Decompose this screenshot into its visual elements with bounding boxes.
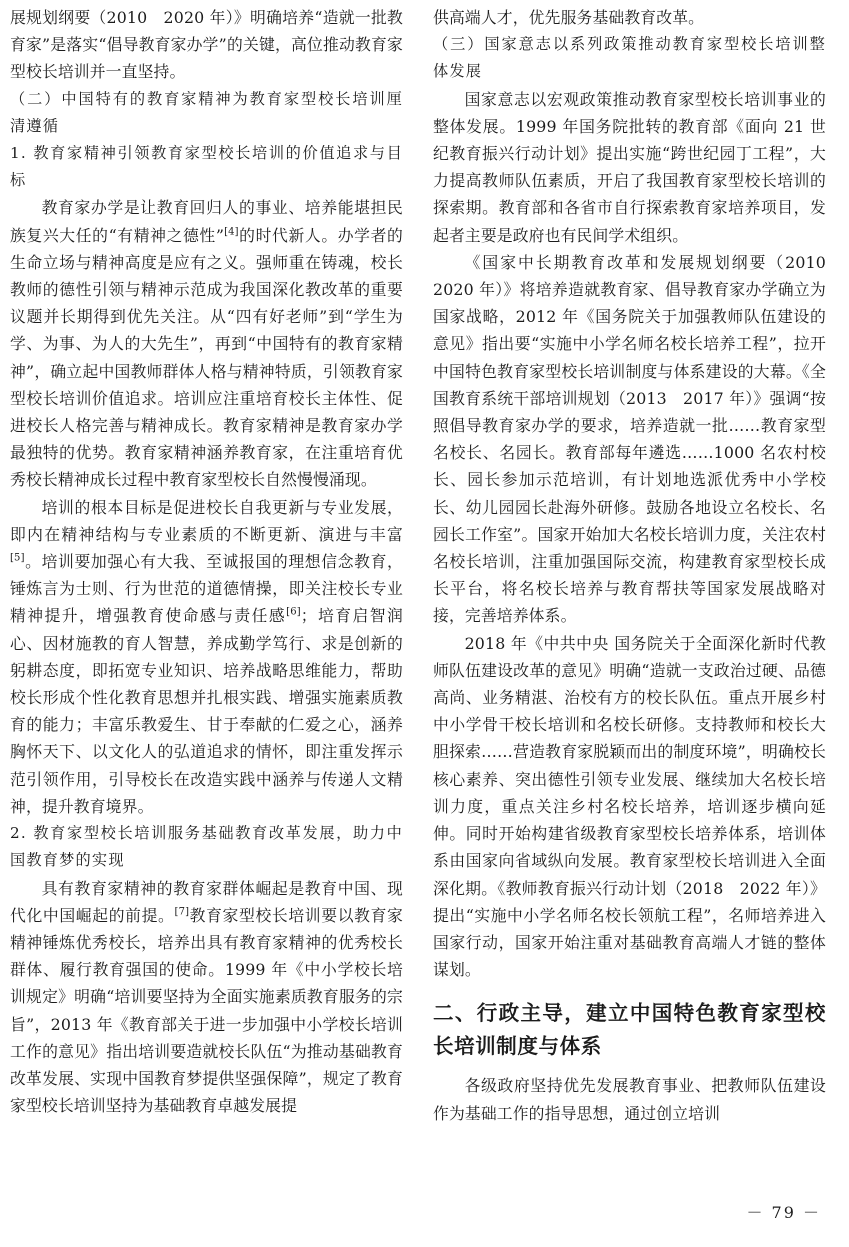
- subsection-heading: 1. 教育家精神引领教育家型校长培训的价值追求与目标: [10, 144, 403, 190]
- paragraph: 《国家中长期教育改革和发展规划纲要（2010 2020 年）》将培养造就教育家、倡导教育家办学确立为国家战略，2012 年《国务院关于加强教师队伍建设的意见》指出要“实施中小学名师名校长培养工程”，拉开中国特色教育家型校长培训制度与体系建设的大幕。《全国教育系统干部培训规划（2013 2017 年）》强调“按照倡导教育家办学的要求，培养造就一批……教育家型名校长、名园长。教育部每年遴选……1000 名农村校长、园长参加示范培训，有计划地选派优秀中小学校长、幼儿园园长赴海外研修。鼓励各地设立名校长、名园长工作室”。国家开始加大名校长培训力度，关注农村名校长培训，注重加强国际交流，构建教育家型校长成长平台，将名校长培养与教育帮扶等国家发展战略对接，完善培养体系。: [433, 252, 842, 626]
- paragraph: 供高端人才，优先服务基础教育改革。: [433, 8, 705, 27]
- paragraph: 具有教育家精神的教育家群体崛起是教育中国、现代化中国崛起的前提。[7]教育家型校长培训要以教育家精神锤炼优秀校长，培养出具有教育家精神的优秀校长群体、履行教育强国的使命。1999 年《中小学校长培训规定》明确“培训要坚持为全面实施素质教育服务的宗旨”，2013 年《教育部关于进一步加强中小学校长培训工作的意见》指出培训要造就校长队伍“为推动基础教育改革发展、实现中国教育梦提供坚强保障”，规定了教育家型校长培训坚持为基础教育卓越发展提: [10, 878, 403, 1116]
- right-column: [433, 4, 842, 1127]
- citation: [5]: [10, 552, 25, 564]
- subsection-heading: 2. 教育家型校长培训服务基础教育改革发展，助力中国教育梦的实现: [10, 824, 403, 870]
- section-heading: （三）国家意志以系列政策推动教育家型校长培训整体发展: [433, 35, 826, 81]
- paragraph: 展规划纲要（2010 2020 年）》明确培养“造就一批教育家”是落实“倡导教育家办学”的关键，高位推动教育家型校长培训并一直坚持。: [10, 8, 403, 82]
- citation: [4]: [224, 226, 239, 238]
- citation: [7]: [174, 906, 190, 918]
- paragraph: 教育家办学是让教育回归人的事业、培养能堪担民族复兴大任的“有精神之德性”[4]的时代新人。办学者的生命立场与精神高度是应有之义。强师重在铸魂，校长教师的德性引领与精神示范成为我国深化教改革的重要议题并长期得到优先关注。从“四有好老师”到“学生为学、为事、为人的大先生”，再到“中国特有的教育家精神”，确立起中国教师群体人格与精神特质，引领教育家型校长培训价值追求。培训应注重培育校长主体性、促进校长人格完善与精神成长。教育家精神是教育家办学最独特的优势。教育家精神涵养教育家，在注重培育优秀校长精神成长过程中教育家型校长自然慢慢涌现。: [10, 198, 403, 490]
- left-column: [10, 4, 403, 1119]
- paragraph: 国家意志以宏观政策推动教育家型校长培训事业的整体发展。1999 年国务院批转的教育部《面向 21 世纪教育振兴行动计划》提出实施“跨世纪园丁工程”，大力提高教师队伍素质，开启了我国教育家型校长培训的探索期。教育部和各省市自行探索教育家培养项目，发起者主要是政府也有民间学术组织。: [433, 89, 826, 245]
- paragraph: 培训的根本目标是促进校长自我更新与专业发展，即内在精神结构与专业素质的不断更新、演进与丰富[5]。培训要加强心有大我、至诚报国的理想信念教育，锤炼言为士则、行为世范的道德情操，即关注校长专业精神提升，增强教育使命感与责任感[6]；培育启智润心、因材施教的育人智慧，养成勤学笃行、求是创新的躬耕态度，即拓宽专业知识、培养战略思维能力，帮助校长形成个性化教育思想并扎根实践、增强实施素质教育的能力；丰富乐教爱生、甘于奉献的仁爱之心，涵养胸怀天下、以文化人的弘道追求的情怀，即注重发挥示范引领作用，引导校长在改造实践中涵养与传递人文精神，提升教育境界。: [10, 497, 404, 816]
- paragraph: 2018 年《中共中央 国务院关于全面深化新时代教师队伍建设改革的意见》明确“造就一支政治过硬、品德高尚、业务精湛、治校有方的校长队伍。重点开展乡村中小学骨干校长培训和名校长研修。支持教师和校长大胆探索……营造教育家脱颖而出的制度环境”，明确校长核心素养、突出德性引领专业发展、继续加大名校长培训力度，重点关注乡村名校长培养，培训逐步横向延伸。同时开始构建省级教育家型校长培养体系，培训体系由国家向省域纵向发展。教育家型校长培训进入全面深化期。《教师教育振兴行动计划（2018 2022 年）》提出“实施中小学名师名校长领航工程”，名师培养进入国家行动，国家开始注重对基础教育高端人才链的整体谋划。: [433, 633, 826, 980]
- section-heading: （二）中国特有的教育家精神为教育家型校长培训厘清遵循: [10, 89, 403, 135]
- citation: [6]: [286, 607, 301, 619]
- chapter-heading: 二、行政主导，建立中国特色教育家型校长培训制度与体系: [433, 1001, 826, 1059]
- page-number: － 79 －: [746, 1203, 821, 1222]
- paragraph: 各级政府坚持优先发展教育事业、把教师队伍建设作为基础工作的指导思想，通过创立培训: [433, 1076, 826, 1123]
